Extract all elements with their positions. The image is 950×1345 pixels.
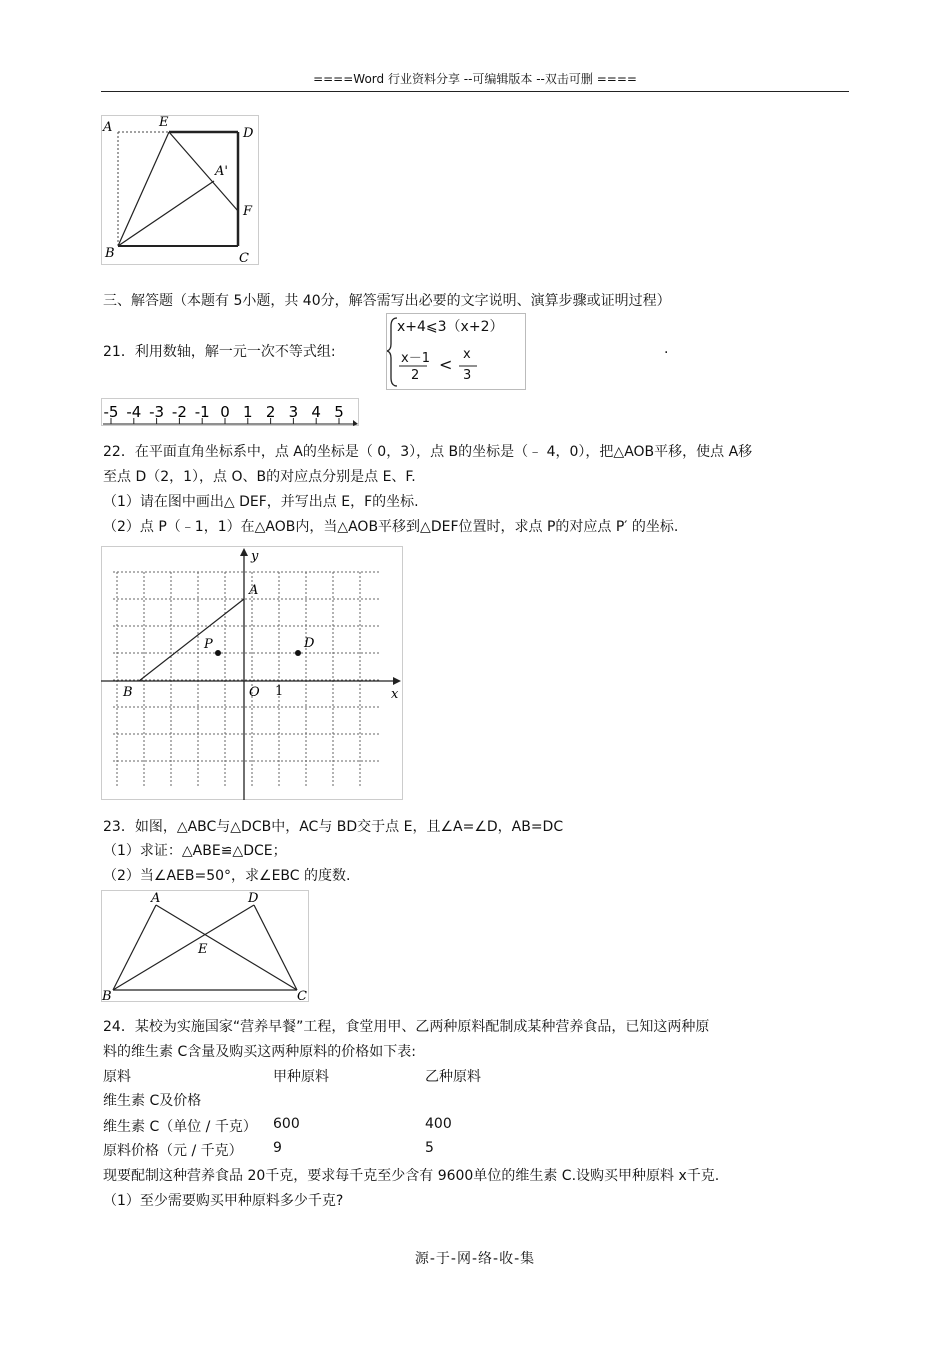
ineq2-operator: <	[439, 355, 453, 374]
inequality-system	[386, 313, 526, 390]
page-footer: 源-于-网-络-收-集	[414, 1251, 536, 1267]
q22-line1: 22．在平面直角坐标系中，点 A的坐标是（ 0，3），点 B的坐标是（﹣ 4，0），把△AOB平移，使点 A移	[103, 444, 753, 460]
table-cell: 400	[425, 1116, 452, 1132]
q24-line2: 料的维生素 C含量及购买这两种原料的价格如下表:	[103, 1044, 416, 1060]
label-D: D	[304, 636, 315, 651]
table-cell: 原料	[103, 1069, 131, 1085]
number-line-label: -1	[194, 403, 210, 421]
label-B: B	[123, 685, 133, 700]
fold-rectangle-figure	[101, 115, 259, 265]
header-rule	[101, 91, 849, 92]
number-line-label: 1	[243, 403, 253, 421]
label-P: P	[204, 637, 213, 652]
table-cell: 维生素 C及价格	[103, 1093, 202, 1109]
label-y: y	[251, 549, 259, 564]
q21-period: .	[664, 341, 669, 357]
number-line-label: 3	[288, 403, 299, 421]
inequality-1: x+4⩽3（x+2）	[397, 319, 504, 335]
ineq2-numerator-left: x－1	[401, 351, 430, 366]
label-D: D	[248, 891, 259, 906]
label-O: O	[249, 685, 260, 700]
coordinate-grid-figure	[101, 546, 403, 800]
q21-text: 21．利用数轴，解一元一次不等式组:	[103, 344, 336, 360]
label-B: B	[102, 989, 112, 1002]
q24-line1: 24．某校为实施国家“营养早餐”工程，食堂用甲、乙两种原料配制成某种营养食品，已知这两种原	[103, 1019, 710, 1035]
number-line-label: -4	[126, 403, 142, 421]
table-cell: 乙种原料	[425, 1069, 481, 1085]
label-E: E	[159, 115, 169, 130]
table-cell: 5	[425, 1140, 434, 1156]
label-A: A	[249, 583, 259, 598]
q22-line4: （2）点 P（﹣1，1）在△AOB内，当△AOB平移到△DEF位置时，求点 P的对应点 P′ 的坐标.	[103, 519, 679, 535]
number-line-label: 0	[220, 403, 230, 421]
ineq2-numerator-right: x	[463, 347, 471, 362]
q24-line3: 现要配制这种营养食品 20千克，要求每千克至少含有 9600单位的维生素 C.设购买甲种原料 x千克.	[103, 1168, 720, 1184]
label-A-prime: A'	[215, 164, 228, 179]
triangles-figure	[101, 890, 309, 1002]
q23-line1: 23．如图，△ABC与△DCB中，AC与 BD交于点 E，且∠A=∠D，AB=DC	[103, 819, 564, 835]
label-1: 1	[275, 684, 284, 699]
label-A: A	[151, 891, 161, 906]
label-C: C	[239, 251, 249, 265]
table-cell: 9	[273, 1140, 282, 1156]
ineq2-denominator-left: 2	[411, 368, 420, 383]
ineq2-denominator-right: 3	[463, 368, 472, 383]
q23-line3: （2）当∠AEB=50°，求∠EBC 的度数.	[103, 868, 351, 884]
page-header: ====Word 行业资料分享 --可编辑版本 --双击可删 ====	[313, 72, 637, 86]
q22-line2: 至点 D（2，1），点 O、B的对应点分别是点 E、F.	[103, 469, 416, 485]
label-E: E	[198, 942, 208, 957]
label-C: C	[297, 989, 307, 1002]
table-cell: 原料价格（元 / 千克）	[103, 1143, 243, 1159]
q22-line3: （1）请在图中画出△ DEF，并写出点 E，F的坐标.	[103, 494, 419, 510]
number-line-label: 5	[334, 403, 344, 421]
number-line	[101, 398, 359, 426]
table-cell: 维生素 C（单位 / 千克）	[103, 1119, 257, 1135]
number-line-label: -3	[149, 403, 165, 421]
label-A: A	[103, 120, 113, 135]
number-line-label: 4	[311, 403, 321, 421]
number-line-label: -5	[103, 403, 119, 421]
number-line-label: -2	[171, 403, 187, 421]
q23-line2: （1）求证：△ABE≌△DCE；	[103, 843, 287, 859]
q24-line4: （1）至少需要购买甲种原料多少千克?	[103, 1193, 344, 1209]
label-x: x	[391, 687, 399, 702]
label-F: F	[243, 204, 253, 219]
table-cell: 甲种原料	[273, 1069, 329, 1085]
number-line-label: 2	[265, 403, 276, 421]
section-3-title: 三、解答题（本题有 5小题，共 40分，解答需写出必要的文字说明、演算步骤或证明过程）	[103, 293, 671, 309]
label-D: D	[243, 126, 254, 141]
label-B: B	[105, 246, 115, 261]
table-cell: 600	[273, 1116, 300, 1132]
